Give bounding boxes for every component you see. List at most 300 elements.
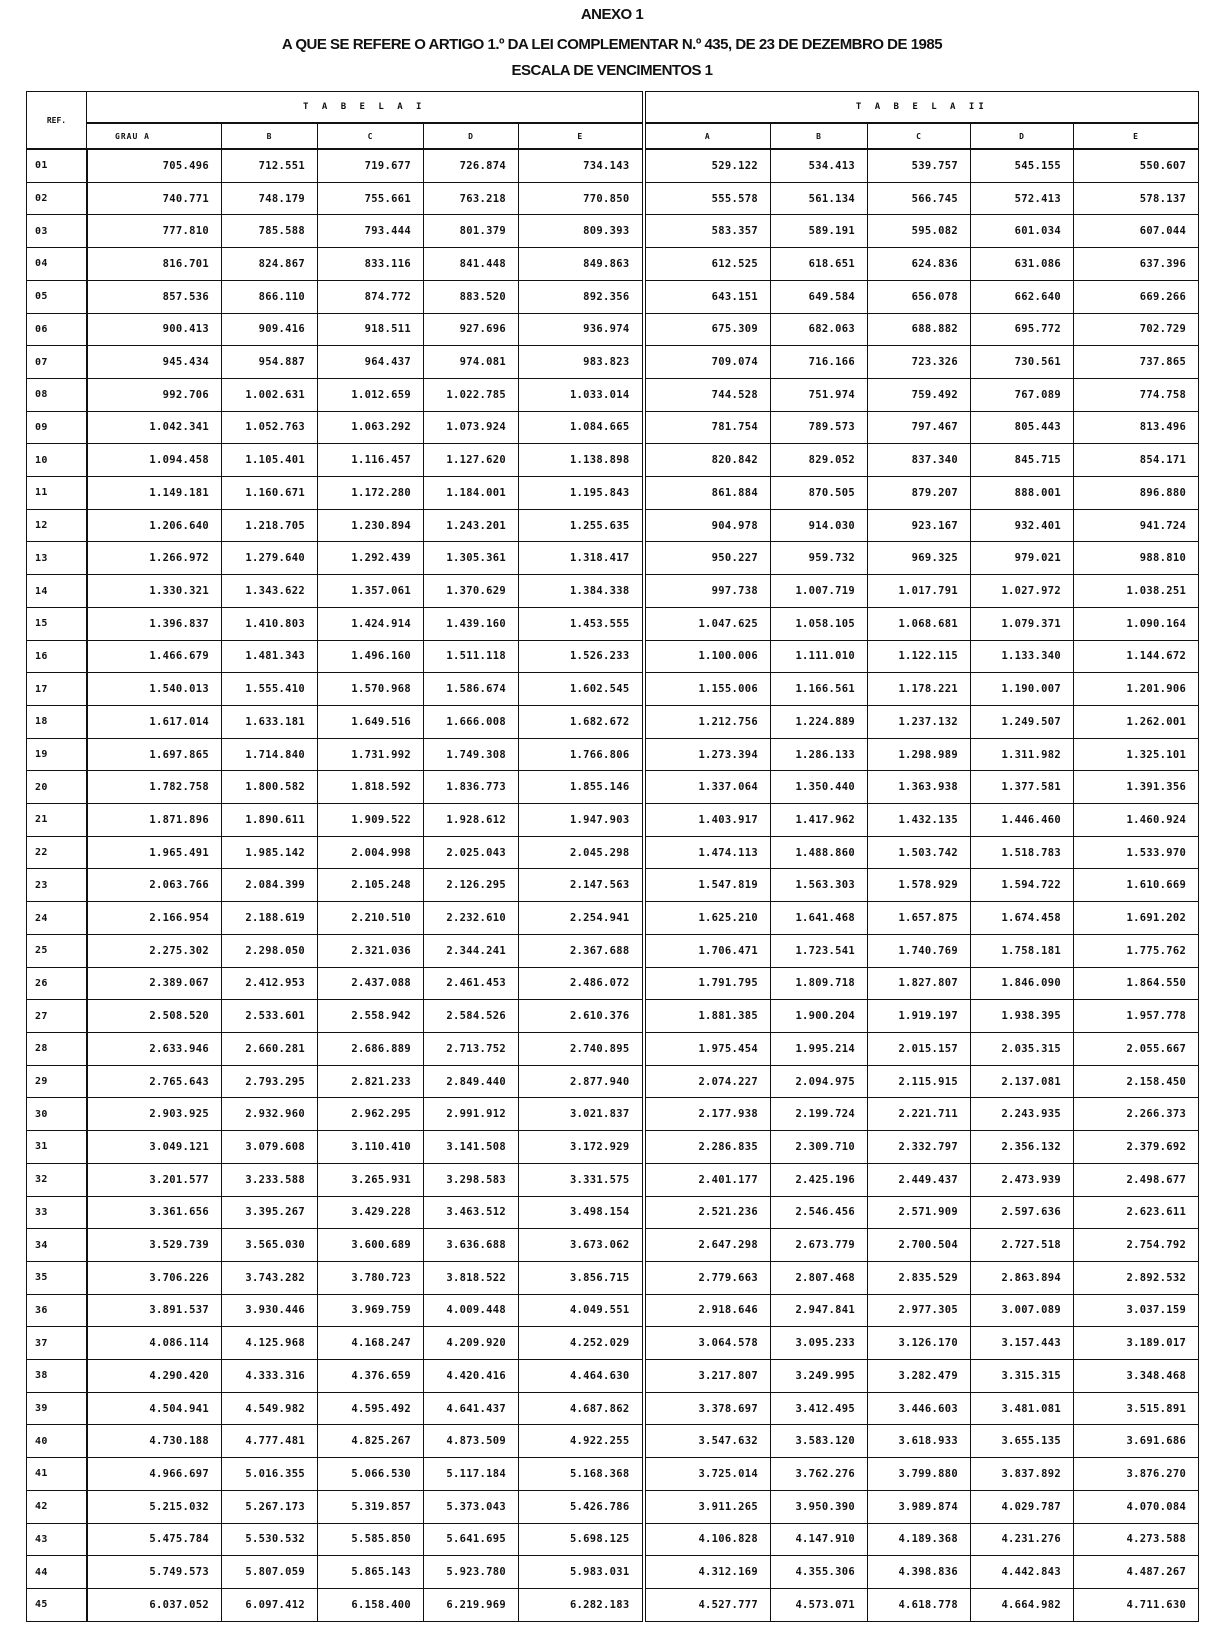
tabela-2-value-cell: 2.807.468: [771, 1261, 868, 1294]
table-row: [27, 509, 1199, 542]
ref-cell: 13: [27, 542, 87, 575]
tabela-1-value-cell: 1.836.773: [424, 771, 519, 804]
tabela-2-value-cell: 1.975.454: [644, 1033, 771, 1066]
tabela-1-value-cell: 1.195.843: [519, 477, 644, 510]
tabela-1-value-cell: 1.909.522: [318, 804, 424, 837]
tabela-1-value-cell: 1.063.292: [318, 411, 424, 444]
tabela-1-value-cell: 2.126.295: [424, 869, 519, 902]
tabela-1-value-cell: 4.873.509: [424, 1425, 519, 1458]
tabela-2-value-cell: 561.134: [771, 182, 868, 215]
tabela-1-value-cell: 909.416: [222, 313, 318, 346]
ref-cell: 25: [27, 934, 87, 967]
tabela-1-value-cell: 1.116.457: [318, 444, 424, 477]
tabela-2-value-cell: 3.126.170: [868, 1327, 971, 1360]
table-row: [27, 248, 1199, 281]
ref-cell: 21: [27, 804, 87, 837]
tabela-1-value-cell: 1.410.803: [222, 607, 318, 640]
tabela-1-value-cell: 3.395.267: [222, 1196, 318, 1229]
table-row: [27, 1523, 1199, 1556]
ref-cell: 03: [27, 215, 87, 248]
tabela-1-value-cell: 785.588: [222, 215, 318, 248]
tabela-2-value-cell: 1.460.924: [1074, 804, 1199, 837]
tabela-2-value-cell: 3.217.807: [644, 1360, 771, 1393]
tabela-1-value-cell: 3.172.929: [519, 1131, 644, 1164]
tabela-1-value-cell: 2.210.510: [318, 902, 424, 935]
ref-cell: 44: [27, 1556, 87, 1589]
tabela-2-value-cell: 2.673.779: [771, 1229, 868, 1262]
tabela-2-value-cell: 4.527.777: [644, 1588, 771, 1621]
tabela-2-value-cell: 979.021: [971, 542, 1074, 575]
tabela-2-value-cell: 3.655.135: [971, 1425, 1074, 1458]
tabela-1-value-cell: 5.426.786: [519, 1490, 644, 1523]
tabela-1-value-cell: 974.081: [424, 346, 519, 379]
tabela-2-value-cell: 1.212.756: [644, 705, 771, 738]
tabela-1-value-cell: 793.444: [318, 215, 424, 248]
tabela-2-value-cell: 1.286.133: [771, 738, 868, 771]
tabela-2-value-cell: 797.467: [868, 411, 971, 444]
tabela-2-value-cell: 566.745: [868, 182, 971, 215]
tabela-1-value-cell: 4.730.188: [87, 1425, 222, 1458]
tabela-2-value-cell: 555.578: [644, 182, 771, 215]
tabela-2-col-header: D: [971, 123, 1074, 149]
tabela-2-value-cell: 2.094.975: [771, 1065, 868, 1098]
tabela-2-value-cell: 3.064.578: [644, 1327, 771, 1360]
tabela-1-value-cell: 2.713.752: [424, 1033, 519, 1066]
tabela-2-value-cell: 688.882: [868, 313, 971, 346]
tabela-2-value-cell: 1.391.356: [1074, 771, 1199, 804]
tabela-1-value-cell: 2.660.281: [222, 1033, 318, 1066]
tabela-1-value-cell: 1.871.896: [87, 804, 222, 837]
tabela-1-value-cell: 4.922.255: [519, 1425, 644, 1458]
tabela-1-value-cell: 3.298.583: [424, 1163, 519, 1196]
tabela-2-value-cell: 675.309: [644, 313, 771, 346]
tabela-1-col-header: GRAU A: [87, 123, 222, 149]
tabela-1-value-cell: 892.356: [519, 280, 644, 313]
ref-cell: 45: [27, 1588, 87, 1621]
tabela-2-value-cell: 1.706.471: [644, 934, 771, 967]
tabela-1-value-cell: 2.298.050: [222, 934, 318, 967]
tabela-1-value-cell: 4.209.920: [424, 1327, 519, 1360]
tabela-1-value-cell: 1.800.582: [222, 771, 318, 804]
tabela-1-value-cell: 4.687.862: [519, 1392, 644, 1425]
tabela-2-value-cell: 1.995.214: [771, 1033, 868, 1066]
tabela-1-value-cell: 4.777.481: [222, 1425, 318, 1458]
table-row: [27, 738, 1199, 771]
tabela-2-value-cell: 3.282.479: [868, 1360, 971, 1393]
ref-cell: 34: [27, 1229, 87, 1262]
tabela-1-value-cell: 5.983.031: [519, 1556, 644, 1589]
tabela-2-value-cell: 1.518.783: [971, 836, 1074, 869]
tabela-2-value-cell: 805.443: [971, 411, 1074, 444]
tabela-2-value-cell: 1.027.972: [971, 575, 1074, 608]
tabela-1-value-cell: 2.389.067: [87, 967, 222, 1000]
tabela-1-value-cell: 2.232.610: [424, 902, 519, 935]
tabela-1-value-cell: 1.570.968: [318, 673, 424, 706]
tabela-2-value-cell: 1.298.989: [868, 738, 971, 771]
tabela-2-value-cell: 1.350.440: [771, 771, 868, 804]
tabela-2-value-cell: 3.876.270: [1074, 1458, 1199, 1491]
tabela-2-value-cell: 662.640: [971, 280, 1074, 313]
ref-cell: 20: [27, 771, 87, 804]
tabela-2-value-cell: 1.111.010: [771, 640, 868, 673]
tabela-1-value-cell: 1.094.458: [87, 444, 222, 477]
tabela-2-value-cell: 601.034: [971, 215, 1074, 248]
tabela-2-value-cell: 3.583.120: [771, 1425, 868, 1458]
table-row: [27, 1098, 1199, 1131]
tabela-1-value-cell: 6.282.183: [519, 1588, 644, 1621]
tabela-1-value-cell: 2.166.954: [87, 902, 222, 935]
tabela-1-value-cell: 5.168.368: [519, 1458, 644, 1491]
tabela-1-value-cell: 1.481.343: [222, 640, 318, 673]
ref-cell: 36: [27, 1294, 87, 1327]
tabela-1-value-cell: 4.168.247: [318, 1327, 424, 1360]
table-row: [27, 1425, 1199, 1458]
tabela-1-value-cell: 1.279.640: [222, 542, 318, 575]
tabela-2-value-cell: 2.918.646: [644, 1294, 771, 1327]
ref-cell: 12: [27, 509, 87, 542]
table-row: [27, 1196, 1199, 1229]
tabela-1-value-cell: 3.021.837: [519, 1098, 644, 1131]
tabela-2-value-cell: 3.348.468: [1074, 1360, 1199, 1393]
tabela-1-value-cell: 1.343.622: [222, 575, 318, 608]
scale-title: ESCALA DE VENCIMENTOS 1: [511, 62, 713, 79]
tabela-1-value-cell: 3.049.121: [87, 1131, 222, 1164]
tabela-1-value-cell: 2.508.520: [87, 1000, 222, 1033]
tabela-2-value-cell: 656.078: [868, 280, 971, 313]
tabela-2-value-cell: 1.249.507: [971, 705, 1074, 738]
tabela-2-value-cell: 3.989.874: [868, 1490, 971, 1523]
tabela-1-value-cell: 1.172.280: [318, 477, 424, 510]
tabela-2-value-cell: 888.001: [971, 477, 1074, 510]
ref-cell: 27: [27, 1000, 87, 1033]
tabela-1-value-cell: 3.706.226: [87, 1261, 222, 1294]
tabela-1-value-cell: 1.230.894: [318, 509, 424, 542]
tabela-2-value-cell: 702.729: [1074, 313, 1199, 346]
tabela-2-value-cell: 1.503.742: [868, 836, 971, 869]
tabela-1-value-cell: 2.962.295: [318, 1098, 424, 1131]
tabela-2-value-cell: 1.273.394: [644, 738, 771, 771]
tabela-1-value-cell: 3.110.410: [318, 1131, 424, 1164]
tabela-1-value-cell: 3.529.739: [87, 1229, 222, 1262]
tabela-2-value-cell: 861.884: [644, 477, 771, 510]
tabela-2-value-cell: 845.715: [971, 444, 1074, 477]
tabela-1-value-cell: 1.255.635: [519, 509, 644, 542]
tabela-2-value-cell: 789.573: [771, 411, 868, 444]
tabela-1-value-cell: 3.233.588: [222, 1163, 318, 1196]
tabela-2-value-cell: 1.190.007: [971, 673, 1074, 706]
tabela-2-value-cell: 1.919.197: [868, 1000, 971, 1033]
tabela-1-value-cell: 3.429.228: [318, 1196, 424, 1229]
tabela-1-value-cell: 3.361.656: [87, 1196, 222, 1229]
table-row: [27, 1229, 1199, 1262]
tabela-1-value-cell: 5.267.173: [222, 1490, 318, 1523]
tabela-2-value-cell: 3.481.081: [971, 1392, 1074, 1425]
tabela-2-value-cell: 1.079.371: [971, 607, 1074, 640]
tabela-2-value-cell: 1.144.672: [1074, 640, 1199, 673]
tabela-2-value-cell: 2.449.437: [868, 1163, 971, 1196]
tabela-1-value-cell: 816.701: [87, 248, 222, 281]
tabela-2-col-header: A: [644, 123, 771, 149]
tabela-2-value-cell: 1.133.340: [971, 640, 1074, 673]
tabela-1-value-cell: 3.141.508: [424, 1131, 519, 1164]
tabela-2-value-cell: 751.974: [771, 378, 868, 411]
tabela-1-value-cell: 2.793.295: [222, 1065, 318, 1098]
tabela-2-value-cell: 1.758.181: [971, 934, 1074, 967]
tabela-1-value-cell: 4.595.492: [318, 1392, 424, 1425]
tabela-2-value-cell: 1.610.669: [1074, 869, 1199, 902]
tabela-2-value-cell: 1.007.719: [771, 575, 868, 608]
tabela-2-value-cell: 607.044: [1074, 215, 1199, 248]
tabela-1-value-cell: 2.275.302: [87, 934, 222, 967]
tabela-1-value-cell: 5.066.530: [318, 1458, 424, 1491]
tabela-2-value-cell: 1.533.970: [1074, 836, 1199, 869]
tabela-2-value-cell: 2.055.667: [1074, 1033, 1199, 1066]
tabela-2-value-cell: 1.038.251: [1074, 575, 1199, 608]
tabela-1-value-cell: 4.966.697: [87, 1458, 222, 1491]
ref-cell: 06: [27, 313, 87, 346]
tabela-1-value-cell: 824.867: [222, 248, 318, 281]
tabela-2-value-cell: 737.865: [1074, 346, 1199, 379]
tabela-2-value-cell: 914.030: [771, 509, 868, 542]
tabela-1-value-cell: 2.610.376: [519, 1000, 644, 1033]
tabela-1-value-cell: 726.874: [424, 149, 519, 182]
tabela-2-col-header: E: [1074, 123, 1199, 149]
tabela-2-value-cell: 1.337.064: [644, 771, 771, 804]
tabela-2-value-cell: 1.432.135: [868, 804, 971, 837]
tabela-2-value-cell: 879.207: [868, 477, 971, 510]
tabela-2-value-cell: 3.249.995: [771, 1360, 868, 1393]
tabela-2-value-cell: 3.950.390: [771, 1490, 868, 1523]
tabela-1-value-cell: 4.549.982: [222, 1392, 318, 1425]
tabela-1-value-cell: 2.004.998: [318, 836, 424, 869]
tabela-2-value-cell: 595.082: [868, 215, 971, 248]
tabela-2-value-cell: 3.515.891: [1074, 1392, 1199, 1425]
tabela-2-value-cell: 3.691.686: [1074, 1425, 1199, 1458]
ref-cell: 17: [27, 673, 87, 706]
ref-cell: 42: [27, 1490, 87, 1523]
tabela-2-value-cell: 682.063: [771, 313, 868, 346]
table-row: [27, 313, 1199, 346]
tabela-2-value-cell: 1.178.221: [868, 673, 971, 706]
tabela-1-value-cell: 755.661: [318, 182, 424, 215]
tabela-1-value-cell: 3.565.030: [222, 1229, 318, 1262]
tabela-2-value-cell: 1.674.458: [971, 902, 1074, 935]
tabela-2-value-cell: 3.911.265: [644, 1490, 771, 1523]
tabela-2-value-cell: 744.528: [644, 378, 771, 411]
tabela-2-value-cell: 1.547.819: [644, 869, 771, 902]
tabela-2-col-header: B: [771, 123, 868, 149]
tabela-1-value-cell: 2.147.563: [519, 869, 644, 902]
tabela-1-value-cell: 3.743.282: [222, 1261, 318, 1294]
tabela-2-value-cell: 896.880: [1074, 477, 1199, 510]
table-row: [27, 378, 1199, 411]
tabela-2-value-cell: 923.167: [868, 509, 971, 542]
tabela-2-value-cell: 1.224.889: [771, 705, 868, 738]
tabela-1-col-header: E: [519, 123, 644, 149]
tabela-2-value-cell: 1.047.625: [644, 607, 771, 640]
tabela-2-value-cell: 2.597.636: [971, 1196, 1074, 1229]
tabela-2-value-cell: 1.846.090: [971, 967, 1074, 1000]
tabela-2-value-cell: 589.191: [771, 215, 868, 248]
tabela-2-value-cell: 2.571.909: [868, 1196, 971, 1229]
tabela-1-value-cell: 983.823: [519, 346, 644, 379]
tabela-1-value-cell: 705.496: [87, 149, 222, 182]
tabela-2-value-cell: 1.691.202: [1074, 902, 1199, 935]
tabela-2-value-cell: 4.231.276: [971, 1523, 1074, 1556]
table-row: [27, 182, 1199, 215]
tabela-1-value-cell: 1.731.992: [318, 738, 424, 771]
tabela-1-value-cell: 1.184.001: [424, 477, 519, 510]
tabela-2-value-cell: 820.842: [644, 444, 771, 477]
tabela-1-col-header: D: [424, 123, 519, 149]
tabela-2-value-cell: 545.155: [971, 149, 1074, 182]
tabela-2-value-cell: 1.237.132: [868, 705, 971, 738]
tabela-1-value-cell: 5.475.784: [87, 1523, 222, 1556]
tabela-1-value-cell: 1.466.679: [87, 640, 222, 673]
ref-cell: 35: [27, 1261, 87, 1294]
table-row: [27, 1065, 1199, 1098]
tabela-2-value-cell: 1.625.210: [644, 902, 771, 935]
tabela-2-value-cell: 695.772: [971, 313, 1074, 346]
ref-cell: 09: [27, 411, 87, 444]
tabela-2-value-cell: 1.881.385: [644, 1000, 771, 1033]
tabela-1-value-cell: 2.533.601: [222, 1000, 318, 1033]
tabela-2-value-cell: 1.155.006: [644, 673, 771, 706]
table-row: [27, 444, 1199, 477]
tabela-1-value-cell: 1.002.631: [222, 378, 318, 411]
tabela-2-value-cell: 2.473.939: [971, 1163, 1074, 1196]
tabela-2-value-cell: 4.106.828: [644, 1523, 771, 1556]
tabela-2-value-cell: 4.618.778: [868, 1588, 971, 1621]
tabela-1-value-cell: 3.856.715: [519, 1261, 644, 1294]
ref-cell: 22: [27, 836, 87, 869]
tabela-1-value-cell: 2.991.912: [424, 1098, 519, 1131]
ref-cell: 28: [27, 1033, 87, 1066]
tabela-2-value-cell: 2.332.797: [868, 1131, 971, 1164]
tabela-1-header: T A B E L A I: [87, 92, 644, 124]
tabela-2-value-cell: 837.340: [868, 444, 971, 477]
tabela-1-value-cell: 1.033.014: [519, 378, 644, 411]
tabela-2-value-cell: 932.401: [971, 509, 1074, 542]
tabela-1-value-cell: 1.540.013: [87, 673, 222, 706]
tabela-1-value-cell: 5.923.780: [424, 1556, 519, 1589]
tabela-2-value-cell: 3.378.697: [644, 1392, 771, 1425]
tabela-1-value-cell: 4.252.029: [519, 1327, 644, 1360]
tabela-2-value-cell: 539.757: [868, 149, 971, 182]
tabela-2-value-cell: 2.647.298: [644, 1229, 771, 1262]
tabela-2-value-cell: 2.892.532: [1074, 1261, 1199, 1294]
ref-cell: 26: [27, 967, 87, 1000]
tabela-2-value-cell: 1.791.795: [644, 967, 771, 1000]
tabela-1-value-cell: 1.890.611: [222, 804, 318, 837]
tabela-2-value-cell: 1.262.001: [1074, 705, 1199, 738]
tabela-1-value-cell: 927.696: [424, 313, 519, 346]
tabela-2-value-cell: 4.442.843: [971, 1556, 1074, 1589]
tabela-1-value-cell: 5.319.857: [318, 1490, 424, 1523]
table-row: [27, 967, 1199, 1000]
tabela-1-value-cell: 6.097.412: [222, 1588, 318, 1621]
tabela-2-value-cell: 1.090.164: [1074, 607, 1199, 640]
tabela-2-value-cell: 854.171: [1074, 444, 1199, 477]
tabela-1-value-cell: 2.045.298: [519, 836, 644, 869]
tabela-1-value-cell: 2.105.248: [318, 869, 424, 902]
tabela-2-value-cell: 730.561: [971, 346, 1074, 379]
table-row: [27, 1392, 1199, 1425]
tabela-2-value-cell: 2.779.663: [644, 1261, 771, 1294]
tabela-2-value-cell: 2.727.518: [971, 1229, 1074, 1262]
tabela-1-value-cell: 3.818.522: [424, 1261, 519, 1294]
tabela-1-value-cell: 4.009.448: [424, 1294, 519, 1327]
tabela-1-value-cell: 3.673.062: [519, 1229, 644, 1262]
ref-cell: 14: [27, 575, 87, 608]
tabela-1-value-cell: 2.903.925: [87, 1098, 222, 1131]
tabela-1-value-cell: 763.218: [424, 182, 519, 215]
tabela-1-value-cell: 6.037.052: [87, 1588, 222, 1621]
ref-cell: 23: [27, 869, 87, 902]
tabela-2-value-cell: 2.623.611: [1074, 1196, 1199, 1229]
tabela-2-value-cell: 618.651: [771, 248, 868, 281]
tabela-2-value-cell: 2.309.710: [771, 1131, 868, 1164]
tabela-1-value-cell: 1.084.665: [519, 411, 644, 444]
tabela-2-value-cell: 1.377.581: [971, 771, 1074, 804]
ref-cell: 04: [27, 248, 87, 281]
tabela-2-value-cell: 534.413: [771, 149, 868, 182]
tabela-2-value-cell: 709.074: [644, 346, 771, 379]
tabela-1-value-cell: 849.863: [519, 248, 644, 281]
tabela-1-value-cell: 6.158.400: [318, 1588, 424, 1621]
tabela-1-value-cell: 3.498.154: [519, 1196, 644, 1229]
tabela-2-value-cell: 1.311.982: [971, 738, 1074, 771]
tabela-1-value-cell: 5.016.355: [222, 1458, 318, 1491]
ref-cell: 08: [27, 378, 87, 411]
tabela-2-value-cell: 624.836: [868, 248, 971, 281]
tabela-1-value-cell: 2.412.953: [222, 967, 318, 1000]
tabela-1-value-cell: 992.706: [87, 378, 222, 411]
tabela-1-value-cell: 2.025.043: [424, 836, 519, 869]
tabela-1-value-cell: 1.138.898: [519, 444, 644, 477]
tabela-2-value-cell: 1.827.807: [868, 967, 971, 1000]
tabela-2-value-cell: 3.547.632: [644, 1425, 771, 1458]
tabela-2-value-cell: 1.563.303: [771, 869, 868, 902]
tabela-2-value-cell: 643.151: [644, 280, 771, 313]
tabela-2-value-cell: 781.754: [644, 411, 771, 444]
tabela-1-value-cell: 2.084.399: [222, 869, 318, 902]
tabela-1-value-cell: 954.887: [222, 346, 318, 379]
tabela-1-value-cell: 2.584.526: [424, 1000, 519, 1033]
tabela-1-value-cell: 2.063.766: [87, 869, 222, 902]
tabela-2-value-cell: 2.498.677: [1074, 1163, 1199, 1196]
tabela-2-value-cell: 550.607: [1074, 149, 1199, 182]
tabela-1-value-cell: 5.117.184: [424, 1458, 519, 1491]
tabela-1-value-cell: 3.463.512: [424, 1196, 519, 1229]
tabela-1-value-cell: 2.344.241: [424, 934, 519, 967]
tabela-2-value-cell: 759.492: [868, 378, 971, 411]
table-row: [27, 869, 1199, 902]
tabela-1-value-cell: 1.818.592: [318, 771, 424, 804]
tabela-1-value-cell: 748.179: [222, 182, 318, 215]
tabela-1-value-cell: 1.947.903: [519, 804, 644, 837]
tabela-1-value-cell: 2.321.036: [318, 934, 424, 967]
tabela-2-value-cell: 529.122: [644, 149, 771, 182]
tabela-1-value-cell: 1.697.865: [87, 738, 222, 771]
tabela-2-value-cell: 716.166: [771, 346, 868, 379]
tabela-2-value-cell: 3.618.933: [868, 1425, 971, 1458]
tabela-1-value-cell: 1.602.545: [519, 673, 644, 706]
table-row: [27, 1458, 1199, 1491]
ref-cell: 29: [27, 1065, 87, 1098]
tabela-1-value-cell: 1.330.321: [87, 575, 222, 608]
ref-cell: 32: [27, 1163, 87, 1196]
